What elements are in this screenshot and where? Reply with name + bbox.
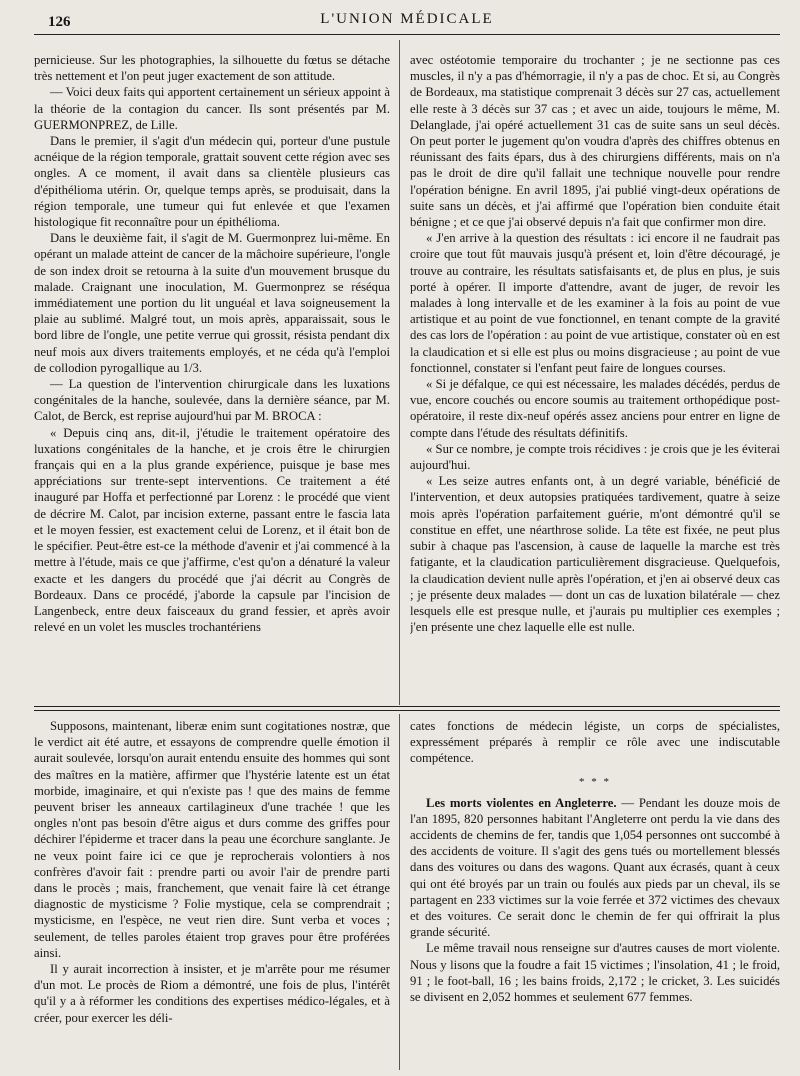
- journal-title: L'UNION MÉDICALE: [320, 11, 494, 27]
- news-item: [410, 795, 780, 941]
- section-rule-thin: [34, 710, 780, 711]
- paragraph: Le même travail nous renseigne sur d'autres causes de mort violente. Nous y lisons que la foudre a fait 15 victimes ; l'insolation, 41 ; le froid, 91 ; le foot-ball, 16 ; les bains froids, 2,172 ; le cricket, 3. Les suicidés se divisent en 2,052 hommes et seulement 677 femmes.: [410, 941, 780, 1005]
- paragraph: — Voici deux faits qui apportent certainement un sérieux appoint à la théorie de la contagion du cancer. Ils sont présentés par M. GUERMONPREZ, de Lille.: [34, 85, 390, 132]
- upper-right-column: [410, 52, 780, 704]
- paragraph: « J'en arrive à la question des résultats : ici encore il ne faudrait pas croire que tout fût mauvais jusqu'à présent et, loin d'être découragé, je trouve au contraire, les résultats satisfaisants et, de plus en plus, je suis porté à opérer. Il importe d'attendre, avant de juger, de revoir les malades à long intervalle et de les examiner à la fois au point de vue artistique et au point de vue fonctionnel, en tenant compte de la gravité des cas lors de l'opération : au point de vue artistique, constater où en est la claudication et si elle est plus ou moins disgracieuse ; au point de vue fonctionnel, constater si l'enfant peut faire de longues courses.: [410, 231, 780, 375]
- paragraph: avec ostéotomie temporaire du trochanter ; je ne sectionne pas ces muscles, il n'y a pas d'hémorragie, il n'y a pas de choc. Et si, au Congrès de Bordeaux, ma statistique comprenait 3 décès sur 27 cas, actuellement elle reste à 3 décès sur 37 cas ; et avec un aide, toujours le même, M. Delanglade, j'ai opéré actuellement 31 cas de suite sans un seul décès. On peut porter le jugement qu'on voudra d'après des chiffres obtenus en réunissant des faits épars, dus à des chirurgiens différents, mais on n'a pas le droit de dire qu'il fallait une technique nouvelle pour rendre l'opération bénigne. En avril 1895, j'ai publié vingt-deux opérations de suite sans un décès, et j'ai affirmé que l'opération bien conduite était bénigne ; et ce que j'ai observé depuis n'a fait que confirmer mon dire.: [410, 53, 780, 230]
- paragraph: Supposons, maintenant, liberæ enim sunt cogitationes nostræ, que le verdict ait été autre, et essayons de comprendre quelle émotion il aurait soulevée, lorsqu'on aurait entendu ensuite des hommes qui sont des maîtres en la matière, affirmer que l'hystérie latente est un état morbide, imaginaire, et qui n'existe pas ! que des mains de femme peuvent briser les anneaux cartilagineux d'une trachée ! que les ongles n'ont pas besoin d'être aigus et durs comme des griffes pour déchirer l'épiderme et tracer dans la peau une écorchure sanglante. Je ne veux point faire ici ce que je reprocherais volontiers à nos confrères d'avoir fait : prendre parti ou avoir l'air de prendre parti dans le procès ; mais, franchement, que venait faire là cet étrange diagnostic de mysticisme ? Folie mystique, cela se comprendrait ; mysticisme, en l'espèce, ne veut rien dire. Sunt verba et voces ; seulement, de telles paroles étaient trop graves pour être proférées ainsi.: [34, 719, 390, 960]
- lower-left-column: [34, 718, 390, 1068]
- paragraph: cates fonctions de médecin légiste, un corps de spécialistes, expressément préparés à remplir ce rôle avec une indiscutable compétence.: [410, 719, 780, 766]
- lower-right-column: [410, 718, 780, 1068]
- paragraph: « Sur ce nombre, je compte trois récidives : je crois que je les éviterai aujourd'hui.: [410, 441, 780, 473]
- column-divider-bottom: [399, 714, 400, 1070]
- column-divider-top: [399, 40, 400, 705]
- upper-left-column: [34, 52, 390, 704]
- news-heading: Les morts violentes en Angleterre.: [426, 795, 617, 810]
- paragraph: « Les seize autres enfants ont, à un degré variable, bénéficié de l'intervention, et deux autopsies pratiquées tardivement, quatre à seize mois après l'opération parfaitement guérie, m'ont démontré qu'il se constitue en effet, une néarthrose solide. La tête est fixée, ne peut plus subir à chaque pas l'ascension, à cause de laquelle la marche est très fatigante, et la claudication particulièrement disgracieuse. Quelquefois, la claudication devient nulle après l'opération, et j'en ai observé deux cas ; je présente deux malades — dont un cas de luxation bilatérale — chez lesquels elle est presque nulle, et j'aurais pu multiplier ces exemples ; j'en présente une chez laquelle elle est nulle.: [410, 474, 780, 635]
- paragraph: Dans le premier, il s'agit d'un médecin qui, porteur d'une pustule acnéique de la région temporale, grattait souvent cette région avec ses ongles. A ce moment, il avait dans sa clientèle plusieurs cas d'épithélioma utérin. Or, quelque temps après, se produisait, dans la région temporale, une tumeur qui fut enlevée et que l'examen histologique fit reconnaître pour un épithélioma.: [34, 134, 390, 230]
- news-body: — Pendant les douze mois de l'an 1895, 820 personnes habitant l'Angleterre ont perdu la vie dans des accidents de chemins de fer, tandis que 1,054 personnes ont succombé à des accidents de voiture. Il s'agit des gens tués ou mortellement blessés dans des voitures ou dans des wagons. Quant aux écrasés, quant à ceux qui ont été broyés par un train ou foulés aux pieds par un cheval, ils se partagent en 233 victimes sur la voie ferrée et 372 victimes des chevaux et des voitures. Ce serait donc le chemin de fer qui offrirait la plus grande sécurité.: [410, 795, 780, 940]
- page-number: 126: [48, 14, 71, 30]
- paragraph: pernicieuse. Sur les photographies, la silhouette du fœtus se détache très nettement et l'on peut juger exactement de son attitude.: [34, 53, 390, 84]
- paragraph: « Si je défalque, ce qui est nécessaire, les malades décédés, perdus de vue, encore couchés ou encore soumis au traitement orthopédique post-opératoire, il reste dix-neuf opérés assez anciens pour entrer en ligne de compte dans l'étude des résultats définitifs.: [410, 377, 780, 440]
- section-separator: * * *: [579, 775, 611, 788]
- paragraph: Dans le deuxième fait, il s'agit de M. Guermonprez lui-même. En opérant un malade atteint de cancer de la mâchoire supérieure, l'ongle de son index droit se retourna à la suite d'un mouvement brusque du malade. Craignant une inoculation, M. Guermonprez se réséqua immédiatement une portion du lit unguéal et lava soigneusement la plaie au sublimé. Malgré tout, un mois après, apparaissait, sous le bord libre de l'ongle, une petite verrue qui grossit, résista pendant dix neuf mois aux divers traitements employés, et ne céda qu'à l'emploi de collodion pyrogallique au 1/3.: [34, 231, 390, 375]
- paragraph: Il y aurait incorrection à insister, et je m'arrête pour me résumer d'un mot. Le procès de Riom a démontré, une fois de plus, l'intérêt qu'il y a à réformer les conditions des expertises médico-légales, et à créer, pour exercer les déli-: [34, 962, 390, 1025]
- paragraph: « Depuis cinq ans, dit-il, j'étudie le traitement opératoire des luxations congénitales de la hanche, et je crois être le chirurgien français qui en a la plus grande expérience, puisque je base mes appréciations sur trente-sept interventions. Ce traitement a été inauguré par Hoffa et perfectionné par Lorenz : le procédé que vient de décrire M. Calot, par incision externe, passant entre le fascia lata et le moyen fessier, est exactement celui de Lorenz, et il était bon de le spécifier. Peut-être est-ce la méthode d'avenir et j'ai commencé à la mettre à l'étude, mais ce que j'affirme, c'est qu'on a dénaturé la valeur exacte et les dangers du procédé que j'ai décrit au Congrès de Bordeaux. Dans ce procédé, j'aborde la capsule par l'incision de Langenbeck, entre deux faisceaux du grand fessier, et après avoir relevé en un volet les muscles trochantériens: [34, 425, 390, 635]
- page-header: [34, 6, 780, 35]
- section-rule: [34, 706, 780, 707]
- paragraph: — La question de l'intervention chirurgicale dans les luxations congénitales de la hanche, soulevée, dans la dernière séance, par M. Calot, de Berck, est reprise aujourd'hui par M. BROCA :: [34, 377, 390, 424]
